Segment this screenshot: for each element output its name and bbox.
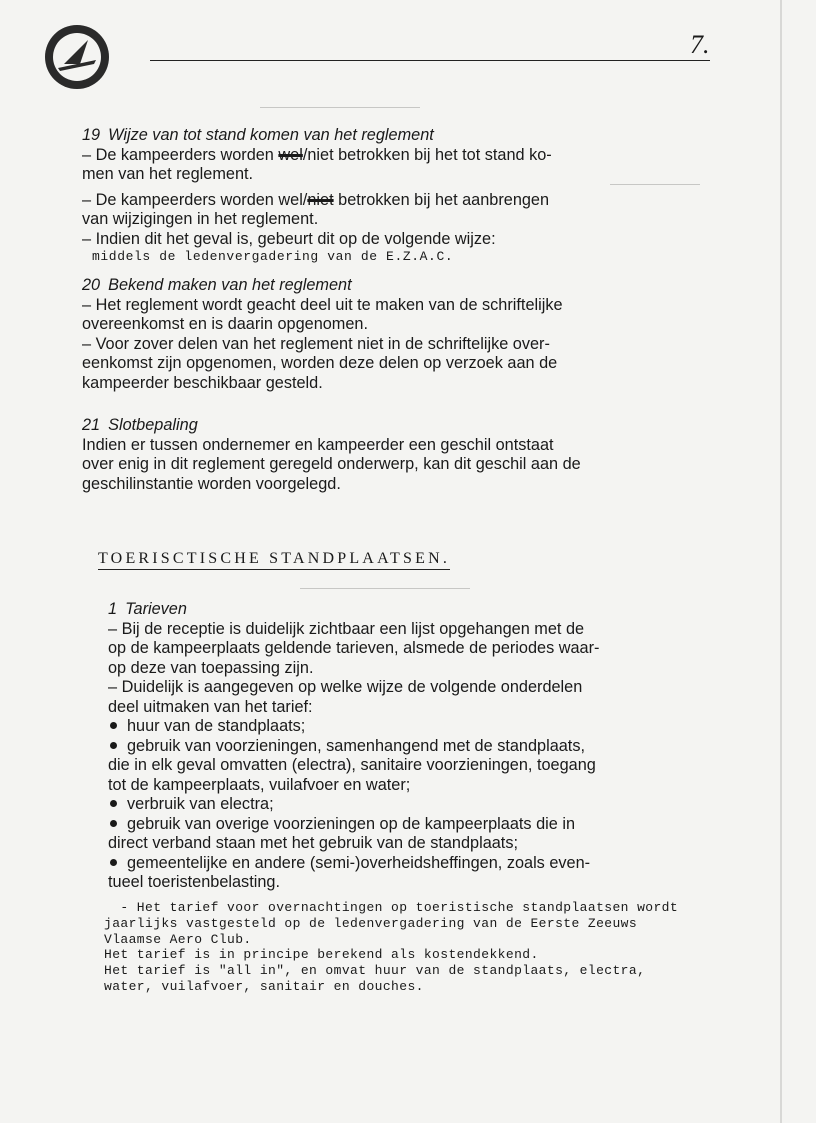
section-title: Tarieven [125,600,187,618]
section-number: 1 [108,600,118,618]
text-line: – Indien dit het geval is, gebeurt dit op de volgende wijze: [82,229,496,248]
section-tarieven [108,600,668,893]
text-line: op deze van toepassing zijn. [108,658,314,677]
text-line: Indien er tussen ondernemer en kampeerder een geschil ontstaat [82,435,554,454]
typed-line: Het tarief is in principe berekend als kostendekkend. [104,947,539,963]
typed-line: water, vuilafvoer, sanitair en douches. [104,978,424,994]
section-number: 19 [82,126,101,144]
struck-word: wel [278,145,303,164]
bullet-icon [110,800,117,807]
section-title: Wijze van tot stand komen van het reglement [108,126,434,144]
text-line: overeenkomst en is daarin opgenomen. [82,315,369,333]
text-line: – Duidelijk is aangegeven op welke wijze de volgende onderdelen [108,678,583,696]
section-20 [82,276,563,393]
bullet-text: verbruik van electra; [127,795,274,813]
heading-text: TOERISCTISCHE STANDPLAATSEN. [98,550,450,570]
standplaatsen-heading [98,550,450,568]
text-line: – Bij de receptie is duidelijk zichtbaar een lijst opgehangen met de [108,619,585,638]
section-number: 20 [82,276,101,294]
page-edge-shadow [780,0,782,1123]
typed-line: Het tarief is "all in", en omvat huur van de standplaats, electra, [104,963,646,979]
bullet-item [108,717,668,737]
bullet-text: gemeentelijke en andere (semi-)overheidsheffingen, zoals even- [127,853,591,872]
ezac-logo [44,24,110,90]
typed-note [104,900,678,995]
text-line: – De kampeerders worden wel/ [82,190,308,209]
text-line: die in elk geval omvatten (electra), sanitaire voorzieningen, toegang [108,756,596,774]
bullet-icon [110,742,117,749]
bullet-item [108,737,668,757]
bullet-text: gebruik van overige voorzieningen op de kampeerplaats die in [127,814,576,833]
text-line: deel uitmaken van het tarief: [108,697,313,716]
section-19 [82,126,552,265]
text-line: – De kampeerders worden [82,145,279,164]
typed-line: - Het tarief voor overnachtingen op toeristische standplaatsen wordt [104,900,679,915]
header-rule [150,60,710,61]
faint-line [300,588,470,589]
text-line: – Het reglement wordt geacht deel uit te maken van de schriftelijke [82,295,563,314]
bullet-icon [110,722,117,729]
text-line: geschilinstantie worden voorgelegd. [82,474,341,493]
section-title: Slotbepaling [108,416,198,434]
text-line: van wijzigingen in het reglement. [82,210,319,228]
typed-line: jaarlijks vastgesteld op de ledenvergadering van de Eerste Zeeuws [104,915,638,931]
faint-line [260,107,420,108]
page-number: 7. [690,30,710,59]
bullet-item [108,795,668,815]
bullet-icon [110,820,117,827]
text-line: tueel toeristenbelasting. [108,873,280,891]
text-line: betrokken bij het aanbrengen [333,190,550,209]
text-line: over enig in dit reglement geregeld onderwerp, kan dit geschil aan de [82,455,581,473]
struck-word: niet [307,190,334,209]
text-line: kampeerder beschikbaar gesteld. [82,373,323,392]
typed-fill-in: middels de ledenvergadering van de E.Z.A.C. [92,249,454,264]
section-number: 21 [82,416,101,434]
bullet-text: gebruik van voorzieningen, samenhangend met de standplaats, [127,736,585,755]
text-line: tot de kampeerplaats, vuilafvoer en water; [108,775,411,794]
section-21 [82,416,581,494]
faint-line [610,184,700,185]
text-line: /niet betrokken bij het tot stand ko- [302,145,552,164]
text-line: – Voor zover delen van het reglement niet in de schriftelijke over- [82,334,550,353]
text-line: op de kampeerplaats geldende tarieven, alsmede de periodes waar- [108,639,600,657]
bullet-item [108,854,668,874]
bullet-icon [110,859,117,866]
text-line: direct verband staan met het gebruik van de standplaats; [108,834,518,852]
text-line: eenkomst zijn opgenomen, worden deze delen op verzoek aan de [82,354,558,372]
typed-line: Vlaamse Aero Club. [104,931,252,947]
section-title: Bekend maken van het reglement [108,276,352,294]
bullet-text: huur van de standplaats; [127,717,306,735]
text-line: men van het reglement. [82,165,254,183]
bullet-item [108,815,668,835]
